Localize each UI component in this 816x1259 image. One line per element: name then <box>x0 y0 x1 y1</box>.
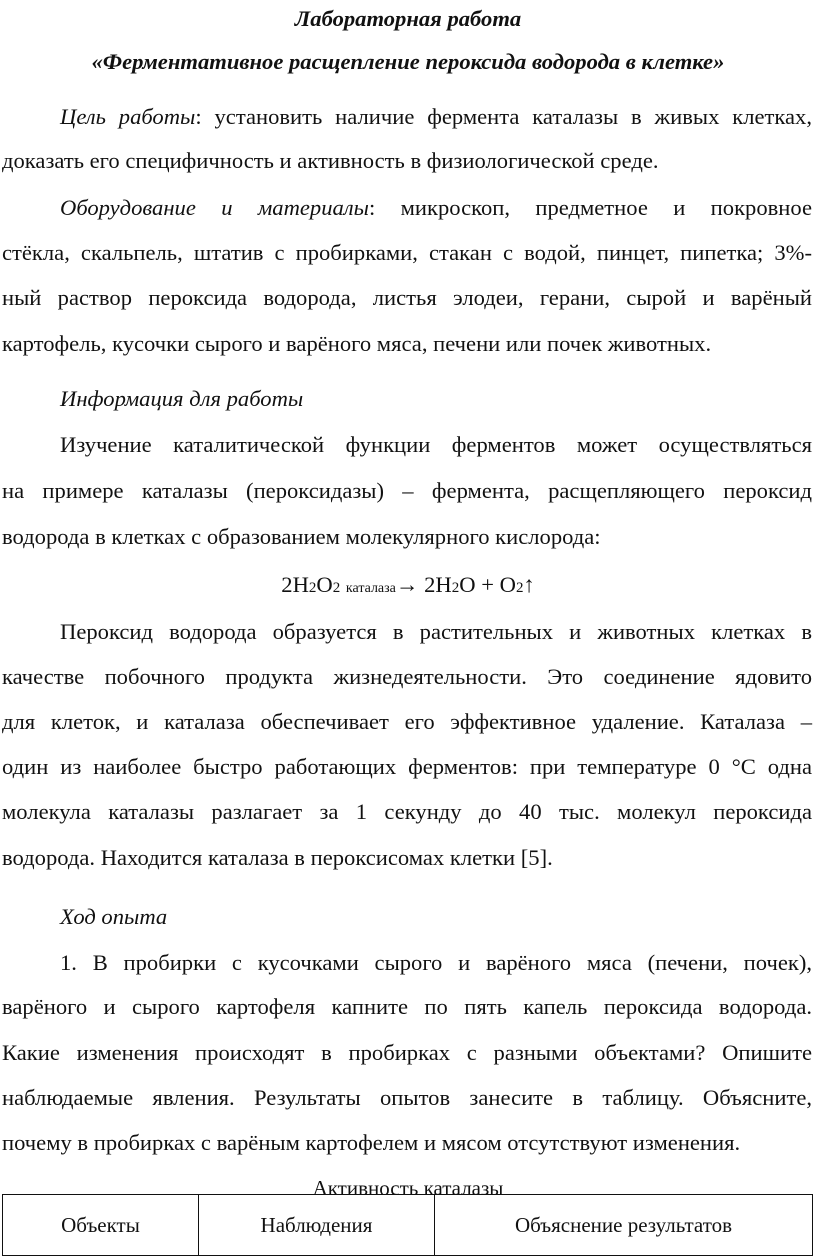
page-title: Лабораторная работа <box>294 6 522 31</box>
page-subtitle: «Ферментативное расщепление пероксида водорода в клетке» <box>91 49 725 74</box>
info-para2-line-6: водорода. Находится каталаза в пероксисомах клетки [5]. <box>2 845 553 870</box>
info-para1-line-3: водорода в клетках с образованием молекулярного кислорода: <box>2 524 601 549</box>
table-caption: Активность каталазы <box>312 1176 504 1200</box>
equipment-line-3: ный раствор пероксида водорода, листья элодеи, герани, сырой и варёный <box>2 285 812 310</box>
equipment-line-1 <box>60 195 812 221</box>
info-para1-line-2: на примере каталазы (пероксидазы) – фермента, расщепляющего пероксид <box>2 478 812 503</box>
catalase-equation: 2H2O2 каталаза→ 2H2O + O2↑ <box>281 572 535 597</box>
procedure-line-3: Какие изменения происходят в пробирках с разными объектами? Опишите <box>2 1040 812 1065</box>
goal-label: Цель работы <box>60 104 196 129</box>
info-para2-line-2: качестве побочного продукта жизнедеятельности. Это соединение ядовито <box>2 664 812 689</box>
info-heading: Информация для работы <box>60 386 304 411</box>
procedure-line-4: наблюдаемые явления. Результаты опытов занесите в таблицу. Объясните, <box>2 1085 812 1110</box>
column-header-objects: Объекты <box>3 1195 199 1256</box>
info-para1-line-1: Изучение каталитической функции ферментов может осуществляться <box>60 432 812 457</box>
goal-line-2: доказать его специфичность и активность в физиологической среде. <box>2 148 659 173</box>
info-para2-line-5: молекула каталазы разлагает за 1 секунду до 40 тыс. молекул пероксида <box>2 799 812 824</box>
equipment-label: Оборудование и материалы <box>60 195 369 220</box>
goal-text-1: : установить наличие фермента каталазы в живых клетках, <box>195 104 813 129</box>
goal-line-1 <box>60 104 812 130</box>
results-table <box>2 1194 813 1256</box>
table-header-row <box>3 1195 813 1256</box>
procedure-line-1: 1. В пробирки с кусочками сырого и варёного мяса (печени, почек), <box>60 950 812 975</box>
column-header-explanation: Объяснение результатов <box>435 1195 813 1256</box>
info-para2-line-4: один из наиболее быстро работающих ферментов: при температуре 0 °С одна <box>2 754 812 779</box>
info-para2-line-1: Пероксид водорода образуется в растительных и животных клетках в <box>60 619 812 644</box>
procedure-heading: Ход опыта <box>60 904 168 929</box>
column-header-observations: Наблюдения <box>199 1195 435 1256</box>
equipment-line-4: картофель, кусочки сырого и варёного мяса, печени или почек животных. <box>2 331 712 356</box>
info-para2-line-3: для клеток, и каталаза обеспечивает его эффективное удаление. Каталаза – <box>2 709 812 734</box>
equipment-text-1: : микроскоп, предметное и покровное <box>368 195 812 220</box>
procedure-line-2: варёного и сырого картофеля капните по пять капель пероксида водорода. <box>2 994 812 1019</box>
equipment-line-2: стёкла, скальпель, штатив с пробирками, стакан с водой, пинцет, пипетка; 3%- <box>2 240 812 265</box>
procedure-line-5: почему в пробирках с варёным картофелем и мясом отсутствуют изменения. <box>2 1130 741 1155</box>
